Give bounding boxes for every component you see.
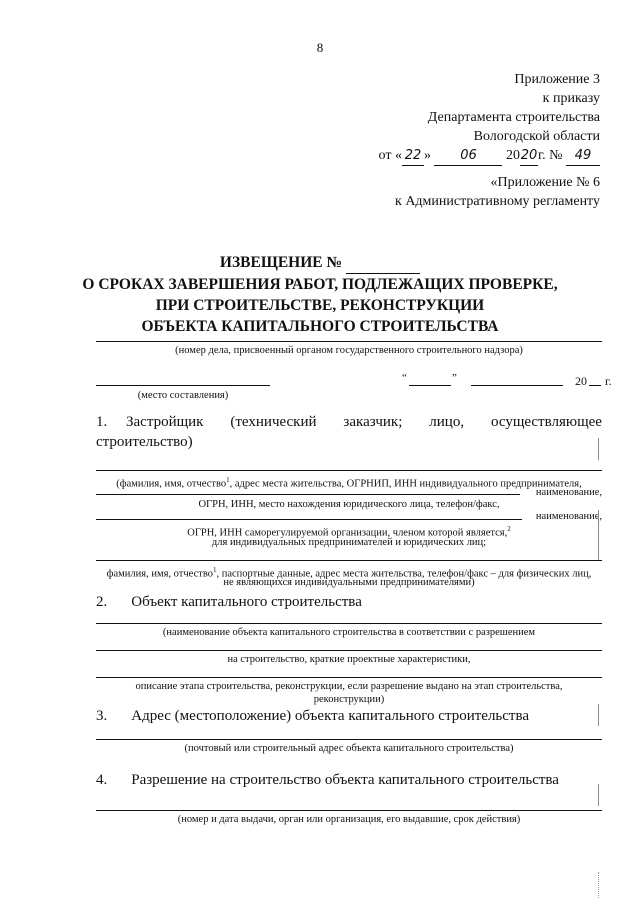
section-1-heading: 1. Застройщик (технический заказчик; лицо, осуществляющее — [96, 414, 602, 430]
section-1-caption-5: ОГРН, ИНН саморегулируемой организации, членом которой является,$^2$ — [187, 525, 511, 539]
section-2-caption-2: на строительство, краткие проектные характеристики, — [227, 654, 471, 665]
handwritten-day: 22 — [402, 146, 424, 166]
handwritten-number: 49 — [566, 146, 600, 166]
date-year-prefix: 20 — [575, 374, 587, 388]
section-4-field-line[interactable] — [96, 810, 602, 811]
section-1-caption-1: (фамилия, имя, отчество$^1$, адрес места жительства, ОГРНИП, ИНН индивидуального предпринимателя, — [116, 476, 582, 490]
section-1-caption-2: наименование, — [535, 487, 602, 498]
handwritten-year: 20 — [520, 146, 538, 166]
section-3-field-line[interactable] — [96, 739, 602, 740]
date-month-line[interactable] — [471, 385, 563, 386]
section-1-field-line-4[interactable] — [96, 560, 602, 561]
margin-mark — [598, 704, 599, 726]
title-line-4: ОБЪЕКТА КАПИТАЛЬНОГО СТРОИТЕЛЬСТВА — [141, 318, 499, 335]
margin-mark — [598, 784, 599, 806]
appendix-date-line: от « 22 » 06 2020г. № 49 — [379, 146, 600, 166]
title-line-2: О СРОКАХ ЗАВЕРШЕНИЯ РАБОТ, ПОДЛЕЖАЩИХ ПРОВЕРКЕ, — [82, 276, 558, 293]
section-1-number: 1. Застройщик — [96, 414, 204, 430]
date-year-suffix: г. — [605, 374, 612, 388]
section-2-field-line-1[interactable] — [96, 623, 602, 624]
margin-mark — [598, 872, 599, 898]
handwritten-month: 06 — [434, 146, 502, 166]
section-2-heading: 2. Объект капитального строительства — [96, 594, 362, 610]
case-number-caption: (номер дела, присвоенный органом государственного строительного надзора) — [175, 345, 523, 356]
title-line-1: ИЗВЕЩЕНИЕ № — [60, 252, 580, 274]
section-1-line-2: строительство) — [96, 434, 193, 450]
place-caption: (место составления) — [137, 390, 229, 401]
appendix-line-2: к приказу — [542, 91, 600, 106]
date-quote-open: “ — [402, 372, 407, 384]
section-1-caption-3: ОГРН, ИНН, место нахождения юридического лица, телефон/факс, — [198, 499, 500, 510]
section-2-caption-4: реконструкции) — [313, 694, 385, 705]
margin-mark — [598, 510, 599, 560]
title-number-blank — [346, 252, 420, 274]
section-1-caption-7: фамилия, имя, отчество$^1$, паспортные данные, адрес места жительства, телефон/факс – для физических лиц, — [106, 566, 592, 580]
page-number: 8 — [316, 40, 324, 55]
date-day-line[interactable] — [409, 385, 451, 386]
section-2-field-line-2[interactable] — [96, 650, 602, 651]
reglament-line-2: к Административному регламенту — [395, 194, 600, 209]
section-2-field-line-3[interactable] — [96, 677, 602, 678]
case-number-line[interactable] — [96, 341, 602, 342]
section-4-heading: 4. Разрешение на строительство объекта капитального строительства — [96, 772, 559, 788]
reglament-line-1: «Приложение № 6 — [490, 175, 600, 190]
section-1-caption-6: для индивидуальных предпринимателей и юридических лиц; — [211, 537, 487, 548]
title-line-3: ПРИ СТРОИТЕЛЬСТВЕ, РЕКОНСТРУКЦИИ — [155, 297, 485, 314]
appendix-line-1: Приложение 3 — [514, 72, 600, 87]
section-2-caption-1: (наименование объекта капитального строительства в соответствии с разрешением — [162, 627, 536, 638]
section-4-caption: (номер и дата выдачи, орган или организация, его выдавшие, срок действия) — [177, 814, 521, 825]
date-quote-close: ” — [452, 372, 457, 384]
section-3-caption: (почтовый или строительный адрес объекта капитального строительства) — [184, 743, 514, 754]
appendix-line-3: Департамента строительства — [427, 110, 600, 125]
appendix-line-4: Вологодской области — [473, 129, 600, 144]
section-1-caption-4: наименование, — [535, 511, 602, 522]
date-year-line[interactable] — [589, 385, 601, 386]
section-2-caption-3: описание этапа строительства, реконструкции, если разрешение выдано на этап строительства, — [135, 681, 563, 692]
appendix-block — [379, 70, 600, 166]
section-1-field-line-1[interactable] — [96, 470, 602, 471]
section-3-heading: 3. Адрес (местоположение) объекта капитального строительства — [96, 708, 530, 724]
section-1-caption-8: не являющихся индивидуальными предпринимателями) — [223, 577, 475, 588]
reglament-block — [395, 173, 600, 211]
document-title — [60, 252, 580, 337]
margin-mark — [598, 438, 599, 460]
place-line[interactable] — [96, 385, 270, 386]
section-1-field-line-3[interactable] — [96, 519, 522, 520]
section-1-field-line-2[interactable] — [96, 494, 520, 495]
